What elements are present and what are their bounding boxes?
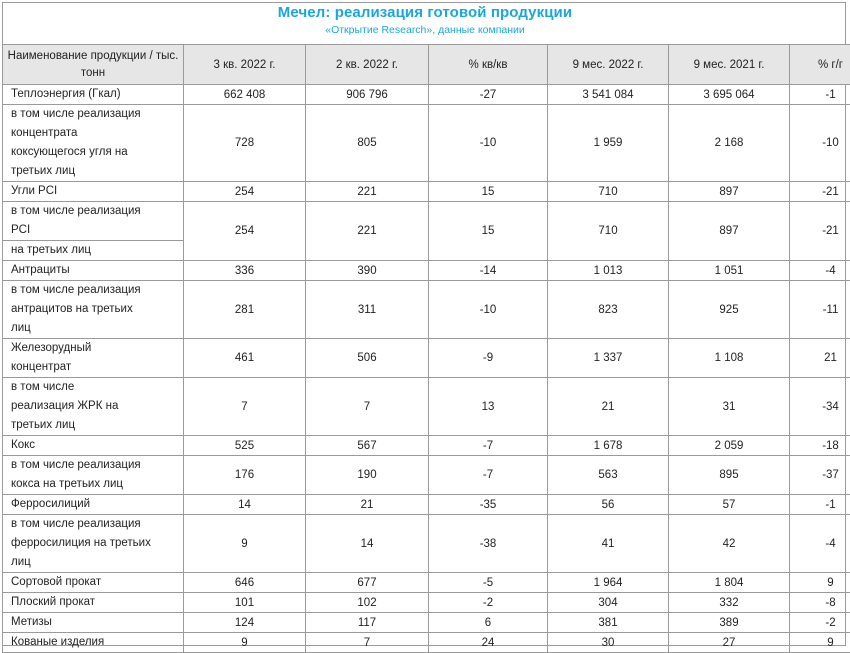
cell-value: -27 <box>429 85 548 105</box>
cell-value: -37 <box>790 456 850 495</box>
cell-value: 14 <box>184 495 306 515</box>
table-row <box>3 378 850 436</box>
cell-value: 254 <box>184 182 306 202</box>
row-label <box>3 436 184 456</box>
cell-value: 2 168 <box>669 105 790 182</box>
cell-value: -4 <box>790 261 850 281</box>
row-label <box>3 85 184 105</box>
table-row <box>3 613 850 633</box>
row-label-line: Кокс <box>11 436 183 455</box>
cell-value: 3 695 064 <box>669 85 790 105</box>
table-row <box>3 105 850 182</box>
column-header: % г/г <box>790 45 850 85</box>
cell-value: 897 <box>669 182 790 202</box>
table-row <box>3 182 850 202</box>
cell-value: 14 <box>306 515 429 573</box>
cell-value: -2 <box>790 613 850 633</box>
cell-value: 102 <box>306 593 429 613</box>
row-label-line: Железорудный <box>11 339 183 358</box>
table-row <box>3 339 850 378</box>
row-label-line: концентрат <box>11 358 183 377</box>
cell-value: 1 013 <box>548 261 669 281</box>
cell-value: -21 <box>790 202 850 261</box>
column-header: Наименование продукции / тыс. тонн <box>3 45 184 85</box>
row-label <box>3 573 184 593</box>
cell-value: 27 <box>669 633 790 653</box>
row-label-extra: на третьих лиц <box>3 241 184 261</box>
row-label <box>3 339 184 378</box>
table-body <box>3 85 850 653</box>
row-label-line: Метизы <box>11 613 183 632</box>
column-header: 9 мес. 2022 г. <box>548 45 669 85</box>
table-row <box>3 593 850 613</box>
row-label <box>3 105 184 182</box>
cell-value: 1 108 <box>669 339 790 378</box>
cell-value: 1 678 <box>548 436 669 456</box>
cell-value: 646 <box>184 573 306 593</box>
table-header-row <box>3 45 850 85</box>
cell-value: -1 <box>790 495 850 515</box>
cell-value: 304 <box>548 593 669 613</box>
row-label-line: в том числе реализация <box>11 202 183 221</box>
cell-value: -8 <box>790 593 850 613</box>
column-header: 2 кв. 2022 г. <box>306 45 429 85</box>
row-label-line: лиц <box>11 319 183 338</box>
cell-value: 281 <box>184 281 306 339</box>
row-label <box>3 182 184 202</box>
cell-value: 3 541 084 <box>548 85 669 105</box>
cell-value: -5 <box>429 573 548 593</box>
cell-value: -34 <box>790 378 850 436</box>
cell-value: 389 <box>669 613 790 633</box>
cell-value: 41 <box>548 515 669 573</box>
cell-value: 662 408 <box>184 85 306 105</box>
cell-value: -1 <box>790 85 850 105</box>
cell-value: 21 <box>548 378 669 436</box>
table-row <box>3 515 850 573</box>
table-row <box>3 573 850 593</box>
cell-value: 567 <box>306 436 429 456</box>
row-label-line: Ферросилиций <box>11 495 183 514</box>
row-label-line: Угли PCI <box>11 182 183 201</box>
row-label-line: антрацитов на третьих <box>11 300 183 319</box>
cell-value: 506 <box>306 339 429 378</box>
row-label-line: PCI <box>11 221 183 240</box>
cell-value: 710 <box>548 202 669 261</box>
cell-value: 21 <box>306 495 429 515</box>
cell-value: 57 <box>669 495 790 515</box>
row-label <box>3 613 184 633</box>
page-title: Мечел: реализация готовой продукции <box>0 4 850 21</box>
cell-value: 525 <box>184 436 306 456</box>
cell-value: 728 <box>184 105 306 182</box>
cell-value: 381 <box>548 613 669 633</box>
row-label-line: третьих лиц <box>11 416 183 435</box>
cell-value: 2 059 <box>669 436 790 456</box>
cell-value: -10 <box>790 105 850 182</box>
cell-value: -38 <box>429 515 548 573</box>
cell-value: 9 <box>790 633 850 653</box>
row-label <box>3 281 184 339</box>
cell-value: 677 <box>306 573 429 593</box>
cell-value: -7 <box>429 456 548 495</box>
cell-value: 9 <box>184 515 306 573</box>
cell-value: 31 <box>669 378 790 436</box>
cell-value: 895 <box>669 456 790 495</box>
cell-value: -4 <box>790 515 850 573</box>
row-label-line: в том числе реализация <box>11 105 183 124</box>
cell-value: 190 <box>306 456 429 495</box>
table-row <box>3 281 850 339</box>
cell-value: 101 <box>184 593 306 613</box>
cell-value: -2 <box>429 593 548 613</box>
cell-value: 30 <box>548 633 669 653</box>
table-row <box>3 261 850 281</box>
row-label-line: ферросилиция на третьих <box>11 534 183 553</box>
table-row <box>3 202 850 241</box>
row-label <box>3 456 184 495</box>
cell-value: 710 <box>548 182 669 202</box>
cell-value: 805 <box>306 105 429 182</box>
cell-value: 24 <box>429 633 548 653</box>
table-row <box>3 495 850 515</box>
cell-value: 336 <box>184 261 306 281</box>
row-label <box>3 593 184 613</box>
row-label-line: реализация ЖРК на <box>11 397 183 416</box>
cell-value: -21 <box>790 182 850 202</box>
cell-value: 9 <box>790 573 850 593</box>
cell-value: 15 <box>429 182 548 202</box>
row-label <box>3 515 184 573</box>
cell-value: 897 <box>669 202 790 261</box>
cell-value: -10 <box>429 281 548 339</box>
cell-value: 124 <box>184 613 306 633</box>
cell-value: 311 <box>306 281 429 339</box>
cell-value: 925 <box>669 281 790 339</box>
row-label-line: концентрата <box>11 124 183 143</box>
cell-value: 254 <box>184 202 306 261</box>
cell-value: 906 796 <box>306 85 429 105</box>
cell-value: 117 <box>306 613 429 633</box>
cell-value: 221 <box>306 202 429 261</box>
row-label-line: лиц <box>11 553 183 572</box>
row-label <box>3 495 184 515</box>
table-row <box>3 436 850 456</box>
cell-value: 461 <box>184 339 306 378</box>
page-subtitle: «Открытие Research», данные компании <box>0 24 850 36</box>
column-header: 3 кв. 2022 г. <box>184 45 306 85</box>
row-label-line: Антрациты <box>11 261 183 280</box>
cell-value: 332 <box>669 593 790 613</box>
row-label-line: Сортовой прокат <box>11 573 183 592</box>
row-label-line: в том числе <box>11 378 183 397</box>
table-row <box>3 456 850 495</box>
cell-value: 7 <box>306 633 429 653</box>
cell-value: 1 051 <box>669 261 790 281</box>
cell-value: 823 <box>548 281 669 339</box>
row-label-line: третьих лиц <box>11 162 183 181</box>
cell-value: 21 <box>790 339 850 378</box>
column-header: % кв/кв <box>429 45 548 85</box>
row-label-line: в том числе реализация <box>11 515 183 534</box>
row-label-line: кокса на третьих лиц <box>11 475 183 494</box>
cell-value: 9 <box>184 633 306 653</box>
cell-value: -18 <box>790 436 850 456</box>
row-label <box>3 261 184 281</box>
cell-value: 13 <box>429 378 548 436</box>
cell-value: -11 <box>790 281 850 339</box>
cell-value: -14 <box>429 261 548 281</box>
row-label-line: Кованые изделия <box>11 633 183 652</box>
row-label-line: в том числе реализация <box>11 281 183 300</box>
row-label-line: Плоский прокат <box>11 593 183 612</box>
row-label-line: коксующегося угля на <box>11 143 183 162</box>
cell-value: 42 <box>669 515 790 573</box>
cell-value: 7 <box>306 378 429 436</box>
cell-value: 1 964 <box>548 573 669 593</box>
cell-value: 390 <box>306 261 429 281</box>
row-label-line: в том числе реализация <box>11 456 183 475</box>
table-row <box>3 85 850 105</box>
column-header: 9 мес. 2021 г. <box>669 45 790 85</box>
cell-value: 1 959 <box>548 105 669 182</box>
cell-value: -9 <box>429 339 548 378</box>
cell-value: -35 <box>429 495 548 515</box>
cell-value: 56 <box>548 495 669 515</box>
cell-value: 6 <box>429 613 548 633</box>
cell-value: 176 <box>184 456 306 495</box>
row-label-line: Теплоэнергия (Гкал) <box>11 85 183 104</box>
cell-value: 563 <box>548 456 669 495</box>
cell-value: 15 <box>429 202 548 261</box>
cell-value: 7 <box>184 378 306 436</box>
cell-value: 1 804 <box>669 573 790 593</box>
cell-value: -7 <box>429 436 548 456</box>
sales-table <box>2 44 850 653</box>
row-label <box>3 378 184 436</box>
cell-value: 1 337 <box>548 339 669 378</box>
row-label <box>3 202 184 241</box>
cell-value: 221 <box>306 182 429 202</box>
cell-value: -10 <box>429 105 548 182</box>
